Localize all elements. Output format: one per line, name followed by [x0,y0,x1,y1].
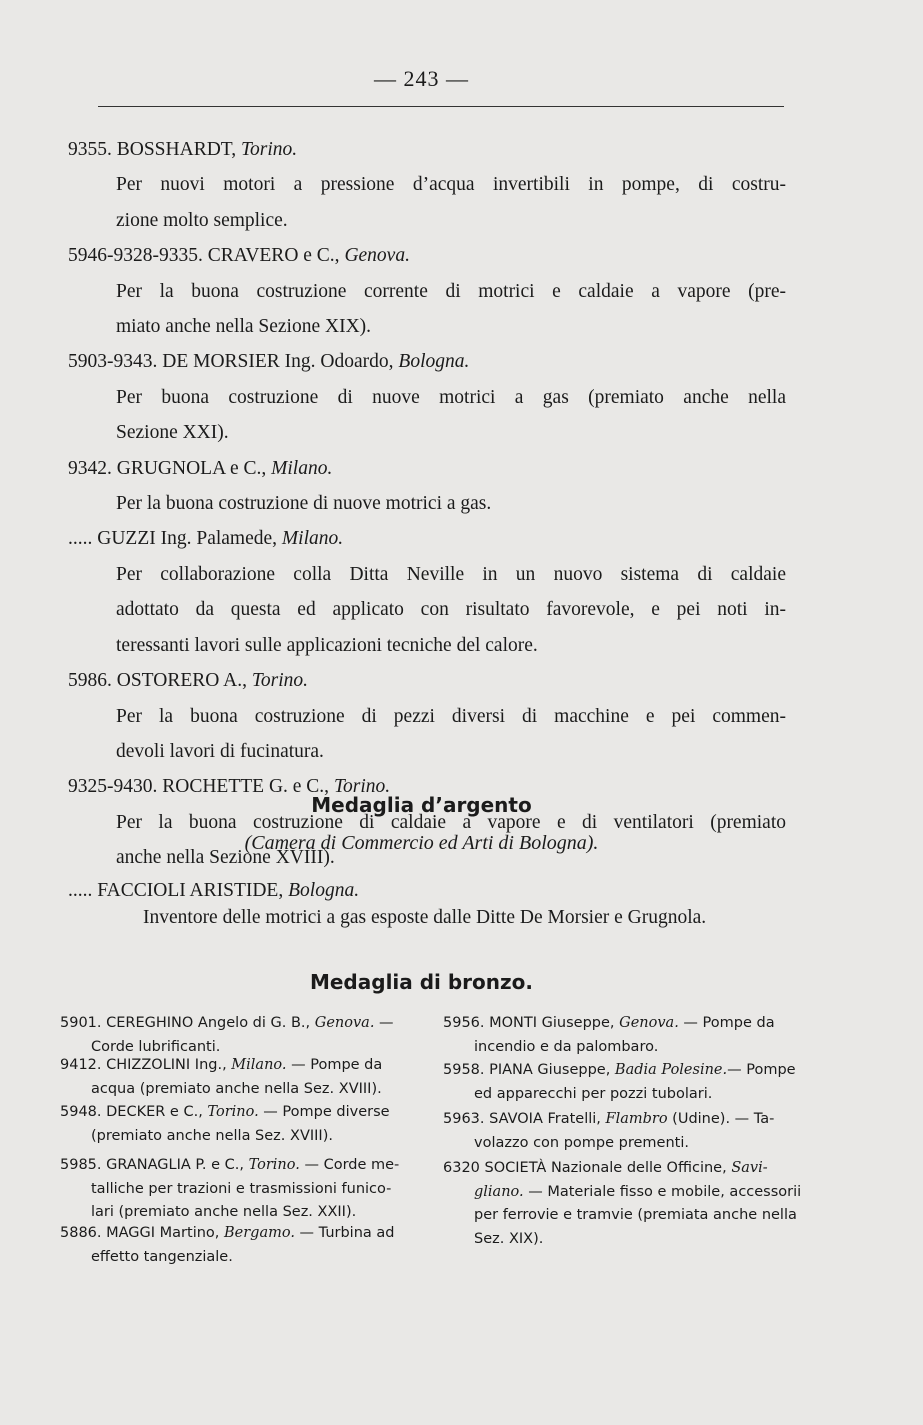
entry-name: 5986. OSTORERO A., [68,670,247,692]
entry-description-line: anche nella Sezione XVIII). [116,847,335,869]
bronze-entry-name: 5956. MONTI Giuseppe, [443,1015,620,1031]
bronze-entry-location: Badia Polesine. [614,1062,728,1078]
bronze-entry-name: 6320 SOCIETÀ Nazionale delle Officine, [443,1160,732,1176]
bronze-entry-line: lari (premiato anche nella Sez. XXII). [91,1204,357,1220]
entry-head [68,132,786,167]
bronze-entry-head [443,1108,809,1132]
bronze-entry-line [443,1181,809,1205]
bronze-entry-location: Genova. [314,1015,375,1031]
bronze-entry-dash: — Turbina ad [294,1225,395,1241]
bronze-entry-head [443,1012,809,1036]
entry-description-line: Per la buona costruzione di nuove motrici a gas. [116,493,492,515]
bronze-entry-location: Savi- [731,1160,768,1176]
bronze-entry-head [60,1154,426,1178]
bronze-entry-location: Flambro [605,1111,668,1127]
bronze-entry-location: Torino. [248,1157,300,1173]
bronze-entry-name: 9412. CHIZZOLINI Ing., [60,1057,232,1073]
bronze-entry [60,1154,426,1225]
bronze-entry-line: effetto tangenziale. [91,1248,233,1265]
entry-location: Milano. [271,457,333,479]
entry-name: 5903-9343. DE MORSIER Ing. Odoardo, [68,351,394,373]
entry-description-line: teressanti lavori sulle applicazioni tecniche del calore. [116,634,538,656]
entry-head [68,663,786,698]
header-rule [98,106,784,107]
bronze-entry-location: Torino. [207,1104,259,1120]
bronze-entry-head [60,1012,426,1036]
bronze-entry-name: 5985. GRANAGLIA P. e C., [60,1157,249,1173]
award-entry [68,769,786,875]
bronze-entry-name: 5958. PIANA Giuseppe, [443,1062,615,1078]
silver-entry-description: Inventore delle motrici a gas esposte dalle Ditte De Morsier e Grugnola. [143,907,707,928]
bronze-entry [443,1059,809,1106]
entry-head [68,521,786,556]
bronze-entry-dash: — Corde me- [299,1157,400,1173]
entry-description-line: Per la buona costruzione di pezzi diversi di macchine e pei commen- [116,705,786,727]
bronze-entry-head [443,1059,809,1083]
bronze-entry-head [60,1054,426,1078]
bronze-entry-text: — Materiale fisso e mobile, accessorii [523,1183,802,1200]
entry-head [68,344,786,379]
silver-entry-head [68,880,786,902]
bronze-entry-name: 5886. MAGGI Martino, [60,1225,225,1241]
bronze-entry-head [60,1101,426,1125]
entry-head [68,238,786,273]
bronze-entry [60,1012,426,1059]
bronze-entry-location: Genova. [619,1015,679,1031]
award-entries [68,132,786,876]
entry-description-line: devoli lavori di fucinatura. [116,740,324,762]
silver-medal-subtitle: (Camera di Commercio ed Arti di Bologna). [244,832,599,854]
award-entry [68,344,786,450]
bronze-entry-line: talliche per trazioni e trasmissioni funico- [91,1180,392,1197]
bronze-entry-location: Bergamo. [224,1225,295,1241]
silver-entry-location: Bologna. [288,880,360,901]
entry-name: 9325-9430. ROCHETTE G. e C., [68,776,330,798]
entry-name: 9355. BOSSHARDT, [68,139,237,160]
bronze-entry-location: Milano. [231,1057,287,1073]
bronze-entry-dash: — Pompe da [678,1015,775,1031]
bronze-entry-name: 5901. CEREGHINO Angelo di G. B., [60,1015,315,1031]
bronze-entry-line: incendio e da palombaro. [474,1038,659,1055]
bronze-entry-head [60,1222,426,1246]
bronze-entry [443,1108,809,1155]
entry-location: Bologna. [398,351,470,373]
bronze-entry-line: volazzo con pompe prementi. [474,1134,689,1151]
entry-description-line: Per collaborazione colla Ditta Neville in un nuovo sistema di caldaie [116,563,786,585]
entry-head [68,451,786,486]
entry-name: 9342. GRUGNOLA e C., [68,457,267,479]
bronze-entry [60,1222,426,1269]
award-entry [68,663,786,769]
award-entry [68,132,786,238]
bronze-medal-heading: Medaglia di bronzo. [309,970,534,994]
bronze-entry-name: 5948. DECKER e C., [60,1104,208,1120]
award-entry [68,451,786,522]
bronze-entry-line: (premiato anche nella Sez. XVIII). [91,1127,333,1144]
entry-description-line: Sezione XXI). [116,422,229,444]
entry-description-line: Per la buona costruzione di caldaie a vapore e di ventilatori (premiato [116,811,786,833]
bronze-entry-dash: — Pompe [727,1062,796,1078]
entry-name: ..... GUZZI Ing. Palamede, [68,528,278,550]
bronze-entry-dash: — Pompe diverse [258,1104,390,1120]
award-entry [68,521,786,663]
entry-description-line: Per nuovi motori a pressione d’acqua invertibili in pompe, di costru- [116,174,786,196]
bronze-entry-dash: (Udine). — Ta- [667,1111,775,1127]
silver-entry [68,880,786,929]
entry-location: Torino. [333,776,391,798]
bronze-entry-line: per ferrovie e tramvie (premiata anche nella [474,1207,797,1223]
bronze-entry-line: Sez. XIX). [474,1230,544,1247]
entry-description-line: adottato da questa ed applicato con risultato favorevole, e pei noti in- [116,599,786,621]
silver-entry-name: ..... FACCIOLI ARISTIDE, [68,880,284,901]
bronze-entry [60,1101,426,1148]
silver-medal-heading: Medaglia d’argento [311,793,532,817]
entry-location: Torino. [241,139,298,160]
bronze-entry-dash: — [374,1015,394,1031]
entry-location: Torino. [251,670,309,692]
bronze-entry-line: ed apparecchi per pozzi tubolari. [474,1085,713,1102]
bronze-entry [443,1157,809,1251]
entry-description-line: zione molto semplice. [116,209,288,231]
bronze-entry-line: Corde lubrificanti. [91,1038,221,1055]
bronze-entry-dash: — Pompe da [286,1057,383,1073]
award-entry [68,238,786,344]
bronze-entry-name: 5963. SAVOIA Fratelli, [443,1111,606,1127]
entry-description-line: miato anche nella Sezione XIX). [116,316,372,338]
entry-description-line: Per buona costruzione di nuove motrici a gas (premiato anche nella [116,386,786,408]
bronze-entry-head [443,1157,809,1181]
bronze-entry [443,1012,809,1059]
entry-description-line: Per la buona costruzione corrente di motrici e caldaie a vapore (pre- [116,280,786,302]
bronze-entry-location-cont: gliano. [474,1183,524,1200]
bronze-entry [60,1054,426,1101]
entry-name: 5946-9328-9335. CRAVERO e C., [68,245,340,267]
bronze-entry-line: acqua (premiato anche nella Sez. XVIII). [91,1080,382,1097]
page-number: — 243 — [374,66,469,91]
entry-location: Milano. [281,528,344,550]
entry-location: Genova. [344,245,410,267]
